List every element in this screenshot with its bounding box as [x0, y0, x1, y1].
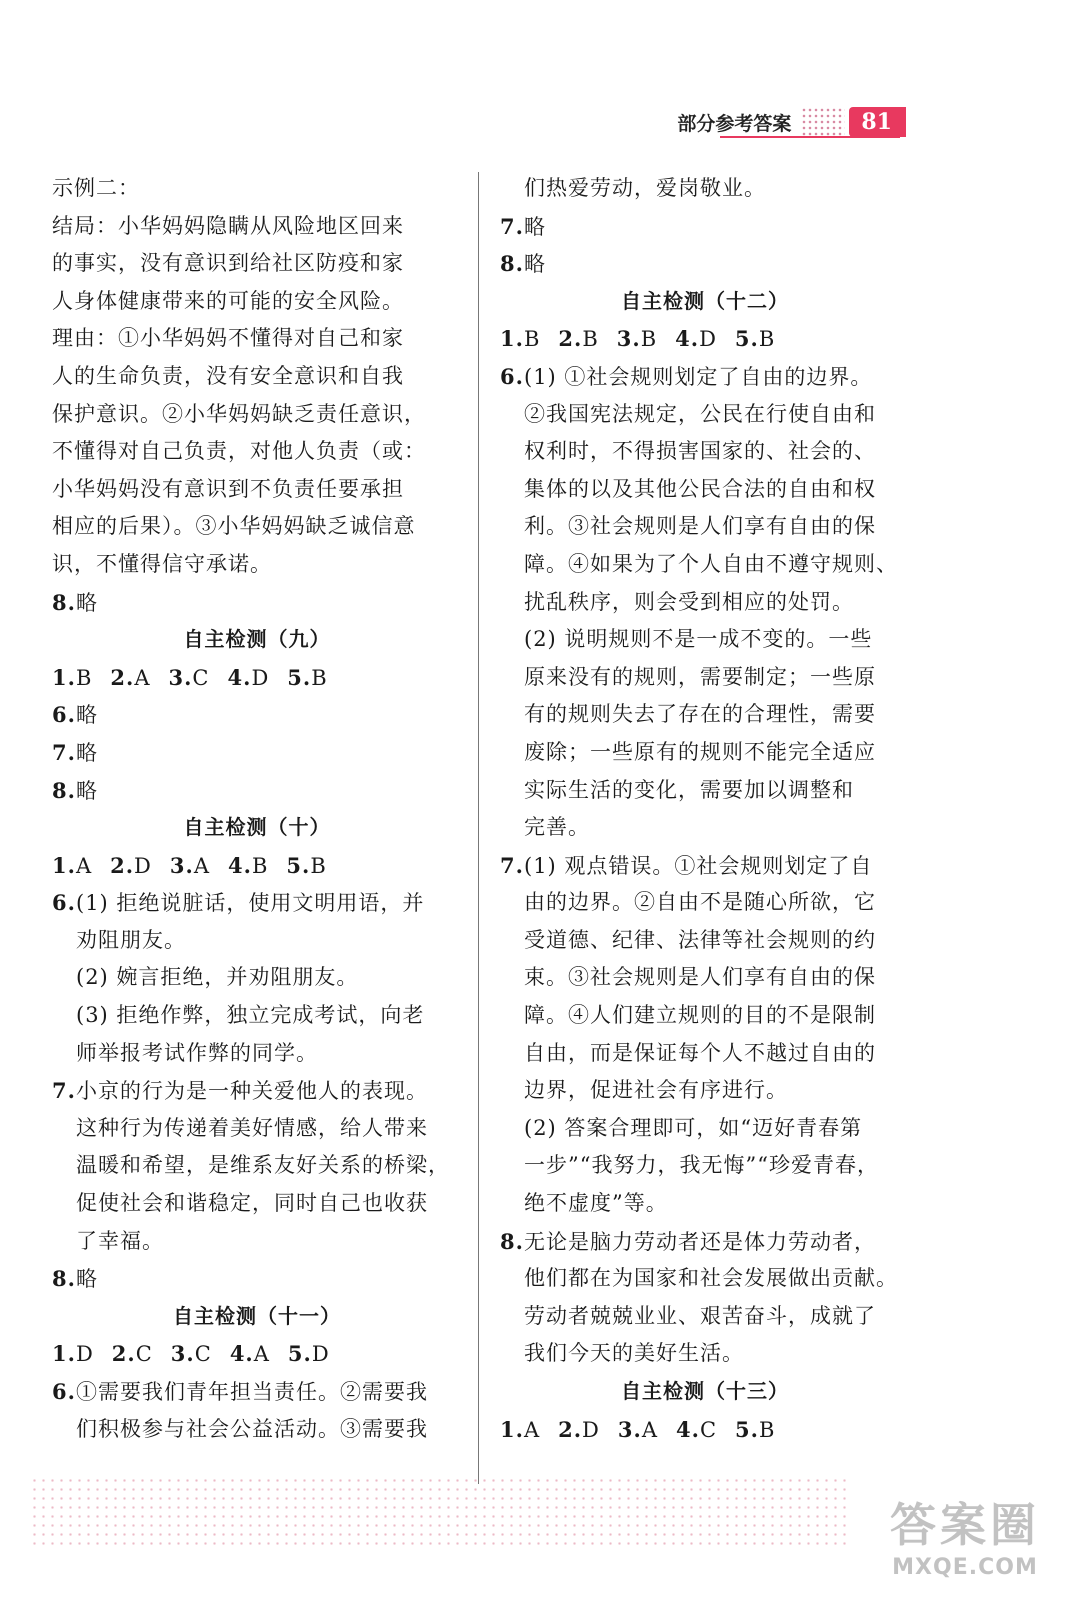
choice-number: 1.: [52, 1341, 76, 1367]
answer-continuation: 障。④人们建立规则的目的不是限制: [524, 1003, 876, 1028]
choice-number: 2.: [558, 1416, 583, 1442]
answer-continuation: 废除；一些原有的规则不能完全适应: [524, 739, 876, 764]
text-line: 结局：小华妈妈隐瞒从风险地区回来: [52, 213, 404, 238]
choice-number: 4.: [227, 664, 252, 690]
answer-continuation: 完善。: [524, 815, 590, 840]
answer-text: (1) 拒绝说脏话，使用文明用语，并: [76, 891, 425, 916]
choice-number: 2.: [110, 664, 135, 690]
multiple-choice-row: [52, 659, 462, 697]
multiple-choice-row: [500, 1411, 910, 1449]
choice-answer: [500, 1411, 540, 1450]
question-number: 8.: [52, 777, 76, 803]
answer-text: (1) 观点错误。①社会规则划定了自: [524, 853, 873, 878]
choice-answer: [171, 1335, 212, 1374]
answer-item: [52, 772, 462, 810]
page-header: [677, 104, 906, 140]
section-title: 部分参考答案: [677, 112, 792, 135]
choice-letter: A: [193, 853, 210, 878]
choice-answer: [675, 320, 717, 359]
answer-item: [500, 358, 910, 396]
choice-letter: B: [251, 853, 269, 878]
text-line: 人身体健康带来的可能的安全风险。: [52, 288, 404, 313]
answer-continuation: 他们都在为国家和社会发展做出贡献。: [524, 1266, 898, 1291]
choice-list: [52, 659, 328, 698]
answer-continuation: 师举报考试作弊的同学。: [76, 1040, 318, 1065]
choice-letter: A: [641, 1417, 658, 1442]
answer-continuation: 了幸福。: [76, 1228, 164, 1253]
answer-item: [52, 584, 462, 622]
text-line: 小华妈妈没有意识到不负责任要承担: [52, 476, 404, 501]
choice-answer: [676, 1411, 717, 1450]
question-number: 7.: [500, 852, 524, 878]
question-number: 6.: [52, 890, 76, 916]
question-number: 8.: [500, 251, 524, 277]
choice-letter: B: [311, 665, 328, 690]
question-number: 6.: [500, 363, 524, 389]
answer-item: [52, 696, 462, 734]
text-line: 的事实，没有意识到给社区防疫和家: [52, 251, 404, 276]
choice-answer: [288, 1335, 330, 1374]
watermark-logo: [890, 1489, 1040, 1580]
answer-continuation: (2) 婉言拒绝，并劝阻朋友。: [76, 965, 359, 990]
multiple-choice-row: [52, 847, 462, 885]
answer-continuation: (2) 答案合理即可，如“迈好青春第: [524, 1115, 863, 1140]
question-number: 6.: [52, 702, 76, 728]
choice-number: 4.: [229, 1341, 254, 1367]
choice-number: 1.: [500, 1416, 524, 1442]
choice-answer: [735, 1411, 775, 1450]
answer-text: 略: [76, 1267, 98, 1292]
multiple-choice-row: [500, 320, 910, 358]
choice-answer: [735, 320, 775, 359]
answer-continuation: 们积极参与社会公益活动。③需要我: [76, 1416, 428, 1441]
answer-continuation: 束。③社会规则是人们享有自由的保: [524, 965, 876, 990]
choice-letter: D: [134, 853, 152, 878]
section-heading: 自主检测（十）: [183, 815, 331, 840]
choice-number: 3.: [616, 326, 641, 352]
answer-continuation: 集体的以及其他公民合法的自由和权: [524, 476, 876, 501]
answer-continuation: 受道德、纪律、法律等社会规则的约: [524, 927, 876, 952]
question-number: 7.: [52, 1078, 76, 1104]
answer-continuation: 绝不虚度”等。: [524, 1191, 668, 1216]
choice-number: 1.: [52, 852, 76, 878]
answer-text: 略: [524, 214, 546, 239]
choice-letter: D: [582, 1417, 600, 1442]
answer-item: [52, 734, 462, 772]
answer-continuation: 劝阻朋友。: [76, 927, 186, 952]
choice-answer: [228, 847, 268, 886]
answer-text: 无论是脑力劳动者还是体力劳动者，: [524, 1229, 876, 1254]
answer-item: [500, 245, 910, 283]
text-line: 示例二：: [52, 176, 140, 200]
choice-letter: D: [699, 327, 717, 352]
answer-continuation: 利。③社会规则是人们享有自由的保: [524, 514, 876, 539]
answer-text: (1) ①社会规则划定了自由的边界。: [524, 364, 873, 389]
choice-letter: C: [194, 1342, 212, 1367]
choice-answer: [52, 847, 92, 886]
answer-item: [500, 1223, 910, 1261]
text-line: 保护意识。②小华妈妈缺乏责任意识，: [52, 401, 426, 426]
answer-continuation: (3) 拒绝作弊，独立完成考试，向老: [76, 1003, 425, 1028]
answer-continuation: ②我国宪法规定，公民在行使自由和: [524, 401, 876, 426]
choice-number: 2.: [558, 326, 583, 352]
choice-letter: B: [758, 327, 776, 352]
choice-number: 2.: [111, 1341, 136, 1367]
choice-letter: B: [523, 327, 541, 352]
text-line: 理由：①小华妈妈不懂得对自己和家: [52, 326, 404, 351]
text-line: 识，不懂得信守承诺。: [52, 551, 272, 576]
choice-number: 3.: [169, 852, 194, 878]
choice-answer: [228, 659, 270, 698]
choice-letter: C: [135, 1342, 153, 1367]
answer-continuation: 一步”“我努力，我无悔”“珍爱青春，: [524, 1153, 879, 1178]
page-number: 81: [849, 107, 906, 137]
choice-number: 3.: [617, 1416, 642, 1442]
answer-continuation: 促使社会和谐稳定，同时自己也收获: [76, 1191, 428, 1216]
watermark-url: MXQE.COM: [892, 1555, 1038, 1580]
answer-continuation: 边界，促进社会有序进行。: [524, 1078, 788, 1103]
section-heading: 自主检测（十三）: [621, 1379, 789, 1403]
choice-list: [52, 1335, 330, 1374]
choice-number: 4.: [228, 852, 252, 878]
answer-text: 略: [76, 740, 98, 765]
answer-continuation: 障。④如果为了个人自由不遵守规则、: [524, 551, 898, 576]
column-divider: [478, 172, 479, 1484]
question-number: 6.: [52, 1379, 76, 1404]
answer-continuation: 有的规则失去了存在的合理性，需要: [524, 702, 876, 727]
choice-list: [500, 320, 775, 359]
choice-answer: [617, 320, 657, 359]
right-column: [500, 170, 910, 1448]
answer-continuation: 劳动者兢兢业业、艰苦奋斗，成就了: [524, 1303, 876, 1328]
choice-number: 3.: [168, 664, 193, 690]
answer-continuation: 原来没有的规则，需要制定；一些原: [524, 664, 876, 689]
answer-item: [52, 1260, 462, 1298]
choice-number: 5.: [287, 664, 312, 690]
answer-item: [52, 1072, 462, 1110]
answer-item: [52, 884, 462, 922]
watermark-text: 答案圈: [890, 1498, 1040, 1552]
choice-answer: [52, 1335, 94, 1374]
answer-text: 略: [76, 703, 98, 728]
answer-continuation: 权利时，不得损害国家的、社会的、: [524, 439, 876, 464]
choice-answer: [286, 847, 326, 886]
choice-letter: B: [75, 665, 93, 690]
choice-number: 1.: [52, 664, 76, 690]
choice-letter: D: [311, 1342, 330, 1367]
answer-item: [52, 1373, 462, 1411]
choice-letter: D: [75, 1342, 94, 1367]
choice-number: 4.: [675, 326, 700, 352]
answer-continuation: 们热爱劳动，爱岗敬业。: [524, 176, 766, 200]
question-number: 8.: [52, 589, 76, 615]
choice-answer: [287, 659, 327, 698]
choice-letter: A: [134, 665, 151, 690]
choice-answer: [168, 659, 209, 698]
answer-continuation: 由的边界。②自由不是随心所欲，它: [524, 890, 876, 915]
choice-answer: [618, 1411, 658, 1450]
answer-item: [500, 208, 910, 246]
choice-number: 5.: [735, 1416, 759, 1442]
choice-answer: [230, 1335, 270, 1374]
answer-text: 小京的行为是一种关爱他人的表现。: [76, 1079, 428, 1104]
question-number: 7.: [500, 213, 524, 239]
section-heading: 自主检测（十二）: [621, 288, 789, 313]
header-dot-pattern: [801, 107, 845, 137]
choice-letter: A: [523, 1417, 541, 1442]
question-number: 8.: [500, 1228, 524, 1254]
choice-letter: C: [192, 665, 210, 690]
choice-answer: [110, 847, 152, 886]
answer-continuation: 这种行为传递着美好情感，给人带来: [76, 1115, 428, 1140]
answer-continuation: 我们今天的美好生活。: [524, 1341, 744, 1366]
multiple-choice-row: [52, 1335, 462, 1373]
answer-continuation: 实际生活的变化，需要加以调整和: [524, 777, 854, 802]
choice-letter: D: [251, 665, 270, 690]
choice-number: 4.: [676, 1416, 700, 1442]
answer-text: 略: [76, 778, 98, 803]
choice-letter: A: [253, 1342, 270, 1367]
choice-number: 5.: [286, 852, 311, 878]
answer-continuation: 扰乱秩序，则会受到相应的处罚。: [524, 589, 854, 614]
choice-letter: B: [640, 327, 658, 352]
section-heading: 自主检测（九）: [183, 627, 331, 652]
choice-answer: [558, 1411, 600, 1450]
choice-number: 5.: [734, 326, 759, 352]
choice-letter: B: [758, 1417, 776, 1442]
choice-answer: [110, 659, 150, 698]
choice-list: [500, 1411, 775, 1450]
choice-number: 3.: [170, 1341, 195, 1367]
footer-dot-pattern: [30, 1476, 850, 1546]
text-line: 相应的后果）。③小华妈妈缺乏诚信意: [52, 514, 416, 539]
choice-answer: [52, 659, 92, 698]
answer-text: ①需要我们青年担当责任。②需要我: [76, 1380, 428, 1404]
choice-answer: [170, 847, 210, 886]
answer-text: 略: [76, 590, 98, 615]
text-line: 人的生命负责，没有安全意识和自我: [52, 363, 404, 388]
choice-answer: [500, 320, 540, 359]
choice-letter: A: [75, 853, 93, 878]
section-heading: 自主检测（十一）: [173, 1303, 341, 1328]
text-line: 不懂得对自己负责，对他人负责（或：: [52, 439, 426, 464]
left-column: [52, 170, 462, 1448]
choice-answer: [558, 320, 598, 359]
choice-letter: B: [310, 853, 327, 878]
question-number: 7.: [52, 739, 76, 765]
answer-continuation: 温暖和希望，是维系友好关系的桥梁，: [76, 1153, 450, 1178]
answer-continuation: (2) 说明规则不是一成不变的。一些: [524, 627, 873, 652]
choice-letter: B: [582, 327, 599, 352]
answer-item: [500, 847, 910, 885]
choice-letter: C: [699, 1417, 718, 1442]
choice-number: 1.: [500, 326, 524, 352]
answer-continuation: 自由，而是保证每个人不越过自由的: [524, 1040, 876, 1065]
choice-answer: [112, 1335, 153, 1374]
choice-number: 2.: [110, 852, 135, 878]
answer-text: 略: [524, 252, 546, 277]
header-rule: [720, 136, 900, 138]
choice-list: [52, 847, 327, 886]
question-number: 8.: [52, 1266, 76, 1292]
choice-number: 5.: [287, 1341, 312, 1367]
